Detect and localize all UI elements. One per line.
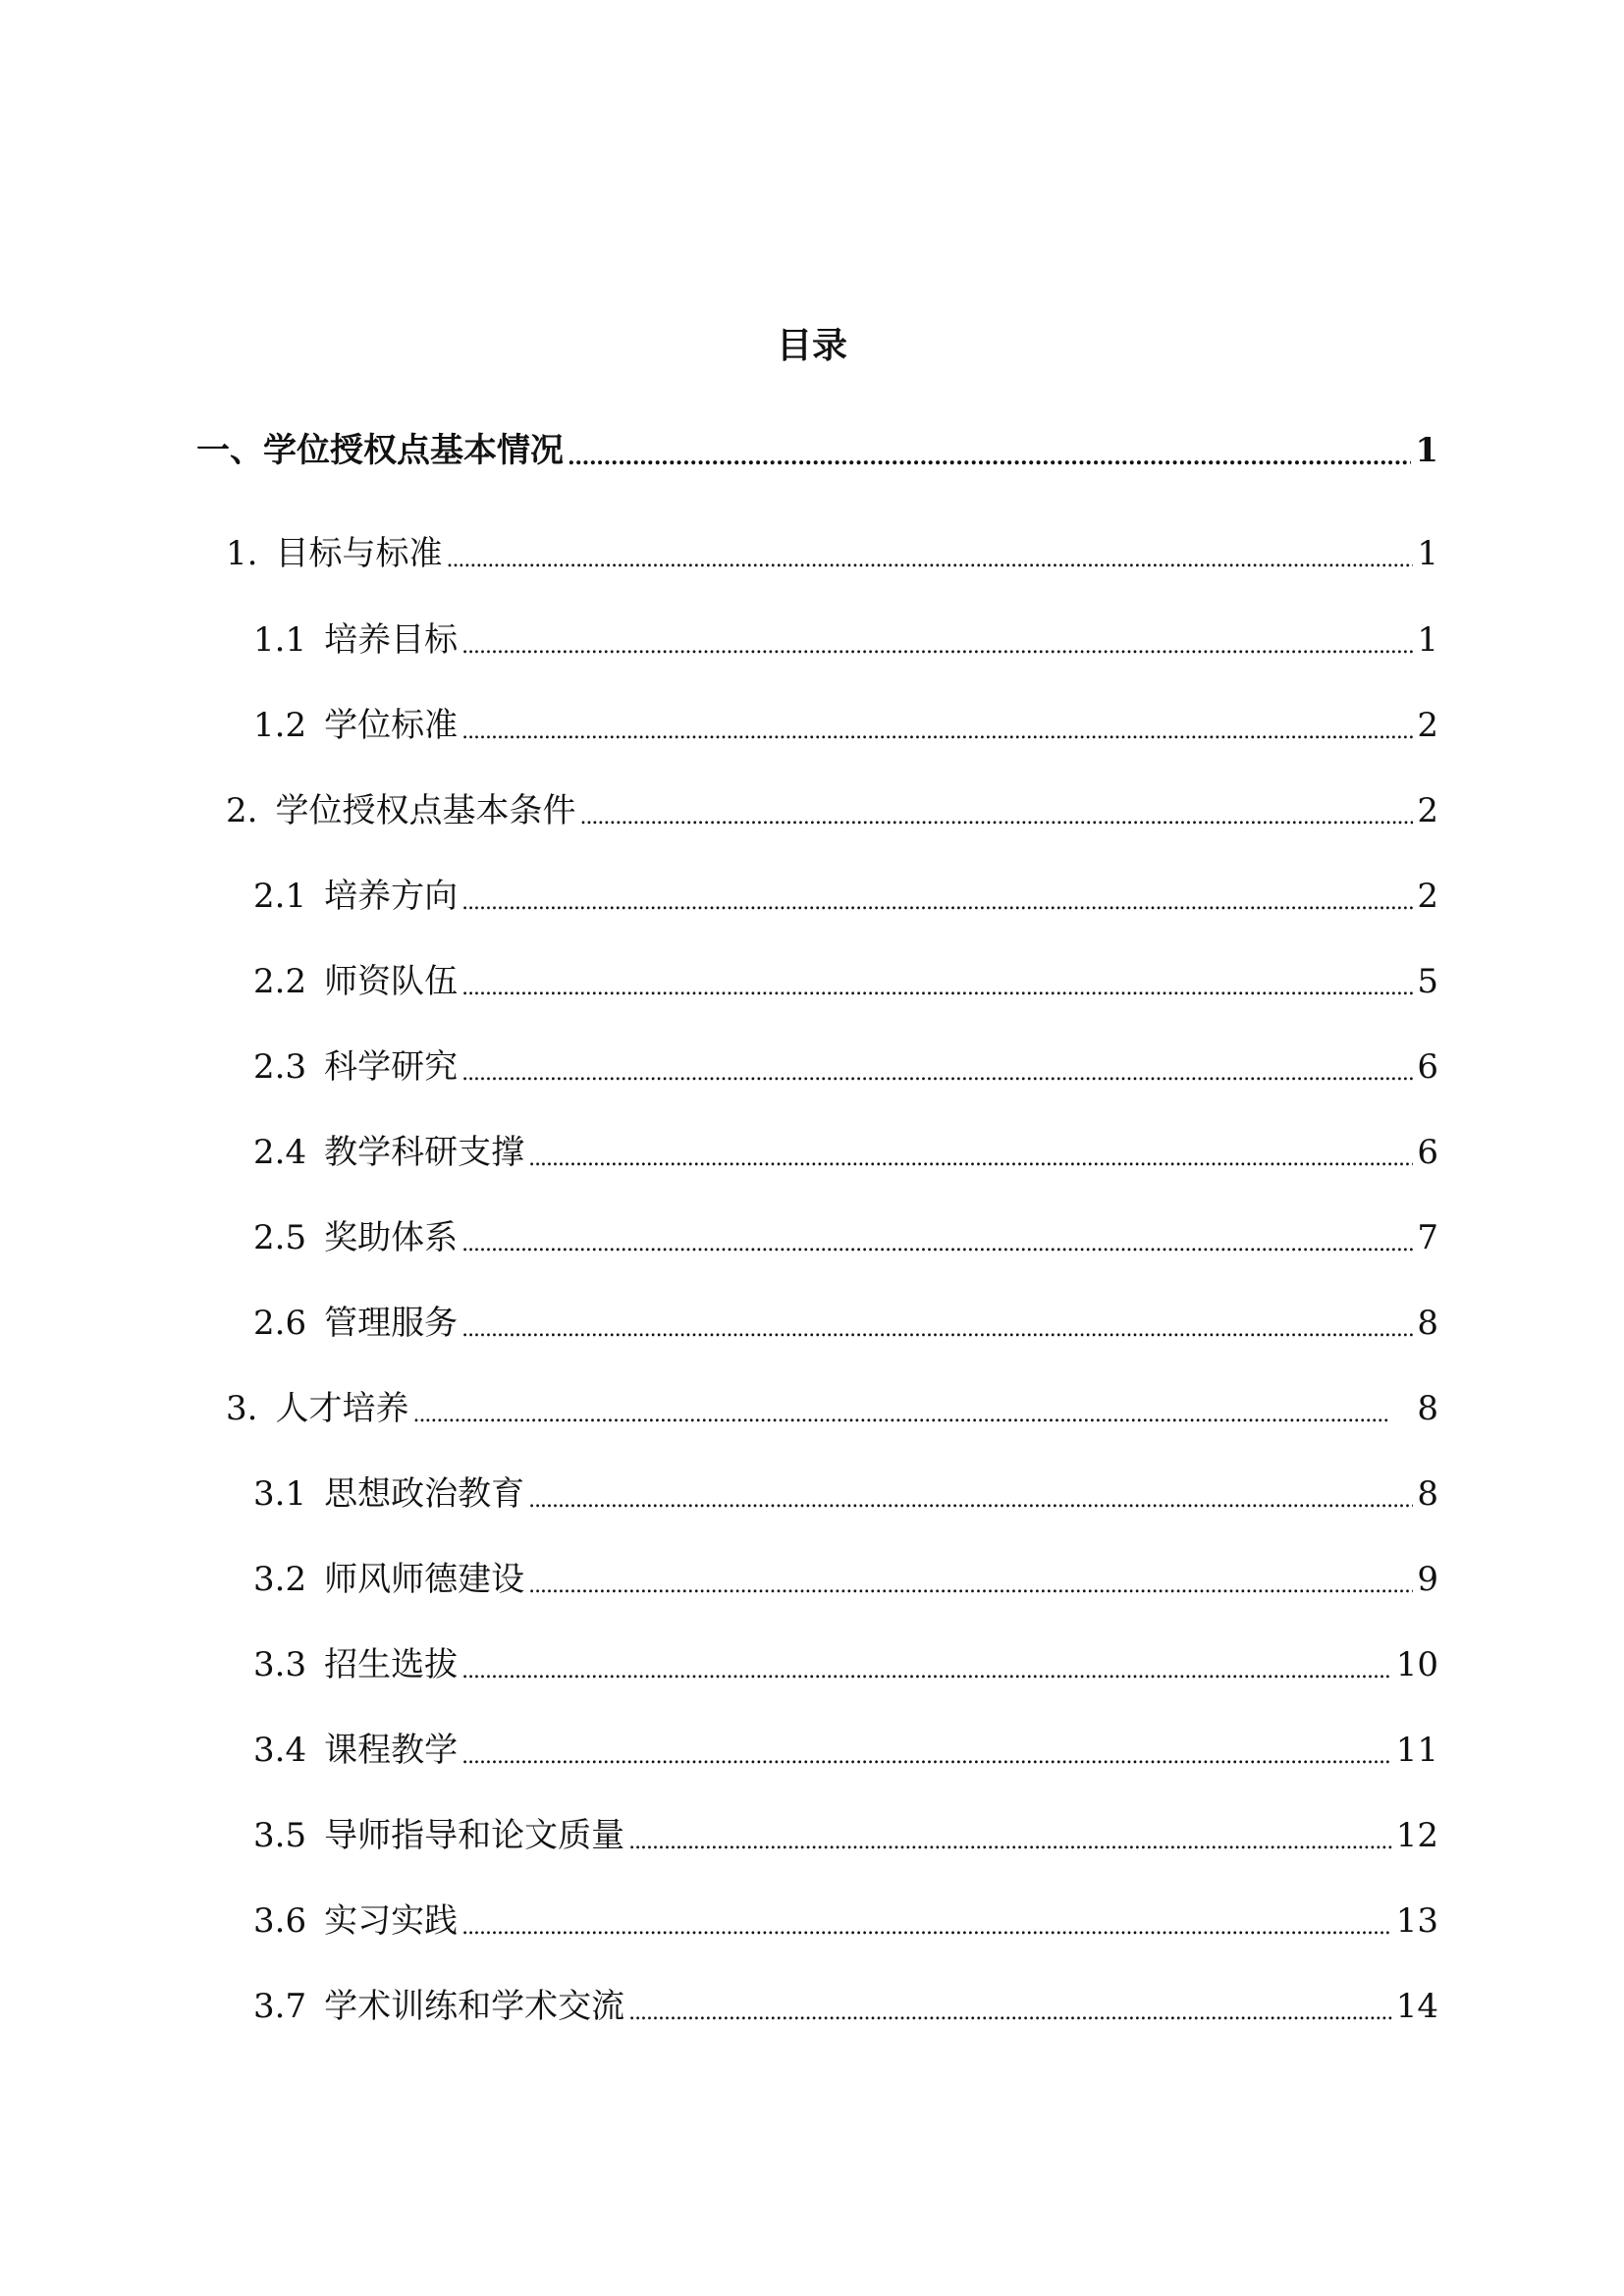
dot-leader [461, 1216, 1413, 1259]
toc-entry-number: 3. [226, 1389, 258, 1428]
toc-entry-page: 6 [1417, 1133, 1438, 1172]
dot-leader [528, 1558, 1413, 1601]
toc-entry-3-3[interactable] [253, 1643, 1438, 1686]
toc-entry-number: 2.6 [253, 1304, 307, 1343]
toc-entry-text: 科学研究 [324, 1047, 459, 1087]
toc-entry-page: 1 [1417, 534, 1438, 573]
toc-entry-3-5[interactable] [253, 1814, 1438, 1857]
toc-entry-number: 2.1 [253, 877, 307, 916]
dot-leader [528, 1472, 1413, 1516]
toc-entry-page: 5 [1417, 962, 1438, 1001]
toc-entry-2-3[interactable] [253, 1045, 1438, 1089]
dot-leader [461, 704, 1413, 747]
toc-entry-text: 目标与标准 [275, 534, 443, 573]
toc-entry-text: 培养目标 [324, 620, 459, 660]
toc-entry-number: 2.5 [253, 1218, 307, 1257]
toc-entry-number: 1.1 [253, 620, 307, 660]
toc-entry-2[interactable] [226, 789, 1438, 832]
toc-entry-2-4[interactable] [253, 1131, 1438, 1174]
toc-entry-text: 人才培养 [275, 1389, 409, 1428]
toc-entry-2-2[interactable] [253, 960, 1438, 1003]
toc-entry-text: 课程教学 [324, 1731, 459, 1770]
dot-leader [568, 429, 1411, 472]
toc-entry-1-2[interactable] [253, 704, 1438, 747]
toc-entry-number: 一、 [196, 431, 263, 470]
toc-entry-text: 学术训练和学术交流 [324, 1987, 625, 2026]
toc-entry-1-1[interactable] [253, 618, 1438, 662]
toc-entry-text: 培养方向 [324, 877, 459, 916]
toc-entry-page: 1 [1417, 620, 1438, 660]
dot-leader [461, 960, 1413, 1003]
toc-entry-label [253, 1216, 458, 1259]
toc-entry-3-7[interactable] [253, 1985, 1438, 2028]
toc-entry-number: 2.2 [253, 962, 307, 1001]
toc-title: 目录 [776, 325, 847, 366]
toc-entry-text: 师资队伍 [324, 962, 459, 1001]
toc-entry-label [253, 1472, 524, 1516]
toc-entry-page: 2 [1417, 877, 1438, 916]
toc-entry-text: 管理服务 [324, 1304, 459, 1343]
toc-entry-text: 教学科研支撑 [324, 1133, 525, 1172]
toc-entry-3[interactable] [226, 1387, 1438, 1430]
toc-entry-label [196, 429, 564, 472]
toc-entry-number: 1. [226, 534, 258, 573]
toc-entry-number: 3.4 [253, 1731, 307, 1770]
toc-entry-text: 学位授权点基本条件 [275, 791, 576, 830]
toc-entry-label [226, 532, 442, 575]
toc-entry-label [253, 1814, 624, 1857]
toc-entry-number: 2. [226, 791, 258, 830]
toc-entry-page: 12 [1395, 1816, 1438, 1855]
toc-entry-label [226, 789, 575, 832]
toc-entry-page: 2 [1417, 706, 1438, 745]
toc-entry-number: 3.5 [253, 1816, 307, 1855]
toc-entry-text: 思想政治教育 [324, 1474, 525, 1514]
toc-entry-page: 8 [1417, 1389, 1438, 1428]
toc-entry-page: 9 [1417, 1560, 1438, 1599]
dot-leader [628, 1814, 1392, 1857]
toc-entry-page: 8 [1417, 1304, 1438, 1343]
dot-leader [461, 1302, 1413, 1345]
toc-entry-label [253, 875, 458, 918]
toc-entry-label [253, 1985, 624, 2028]
toc-entry-3-1[interactable] [253, 1472, 1438, 1516]
dot-leader [461, 1729, 1392, 1772]
dot-leader [461, 875, 1413, 918]
toc-entry-text: 实习实践 [324, 1901, 459, 1941]
toc-entry-number: 2.3 [253, 1047, 307, 1087]
toc-entry-text: 导师指导和论文质量 [324, 1816, 625, 1855]
toc-entry-page: 7 [1417, 1218, 1438, 1257]
toc-entry-section-1[interactable] [196, 429, 1438, 472]
toc-entry-text: 招生选拔 [324, 1645, 459, 1684]
toc-entry-label [253, 1558, 524, 1601]
toc-entry-page: 14 [1395, 1987, 1438, 2026]
toc-entry-number: 3.6 [253, 1901, 307, 1941]
toc-entry-number: 3.7 [253, 1987, 307, 2026]
toc-entry-2-1[interactable] [253, 875, 1438, 918]
toc-entry-label [253, 960, 458, 1003]
toc-entry-text: 奖助体系 [324, 1218, 459, 1257]
toc-entry-2-6[interactable] [253, 1302, 1438, 1345]
dot-leader [579, 789, 1413, 832]
toc-entry-number: 3.3 [253, 1645, 307, 1684]
toc-entry-number: 3.2 [253, 1560, 307, 1599]
toc-entry-page: 10 [1395, 1645, 1438, 1684]
toc-entry-number: 3.1 [253, 1474, 307, 1514]
toc-entry-text: 学位授权点基本情况 [263, 431, 564, 470]
toc-entry-label [253, 1643, 458, 1686]
dot-leader [461, 1643, 1392, 1686]
toc-entry-3-6[interactable] [253, 1899, 1438, 1943]
toc-entry-label [253, 618, 458, 662]
toc-entry-label [253, 1899, 458, 1943]
toc-entry-label [226, 1387, 408, 1430]
toc-entry-page: 2 [1417, 791, 1438, 830]
toc-entry-page: 6 [1417, 1047, 1438, 1087]
toc-entry-page: 1 [1415, 431, 1438, 470]
toc-entry-page: 13 [1395, 1901, 1438, 1941]
dot-leader [461, 1899, 1392, 1943]
toc-entry-label [253, 1045, 458, 1089]
toc-entry-number: 2.4 [253, 1133, 307, 1172]
toc-entry-text: 师风师德建设 [324, 1560, 525, 1599]
toc-entry-number: 1.2 [253, 706, 307, 745]
dot-leader [461, 1045, 1413, 1089]
toc-entry-label [253, 1131, 524, 1174]
toc-entry-2-5[interactable] [253, 1216, 1438, 1259]
toc-entry-1[interactable] [226, 532, 1438, 575]
dot-leader [446, 532, 1413, 575]
dot-leader [461, 618, 1413, 662]
toc-entry-text: 学位标准 [324, 706, 459, 745]
toc-entry-page: 11 [1395, 1731, 1438, 1770]
toc-entry-label [253, 1729, 458, 1772]
dot-leader [412, 1387, 1413, 1430]
toc-entry-3-2[interactable] [253, 1558, 1438, 1601]
toc-entry-page: 8 [1417, 1474, 1438, 1514]
toc-entry-3-4[interactable] [253, 1729, 1438, 1772]
dot-leader [628, 1985, 1392, 2028]
toc-entry-label [253, 1302, 458, 1345]
toc-entry-label [253, 704, 458, 747]
dot-leader [528, 1131, 1413, 1174]
